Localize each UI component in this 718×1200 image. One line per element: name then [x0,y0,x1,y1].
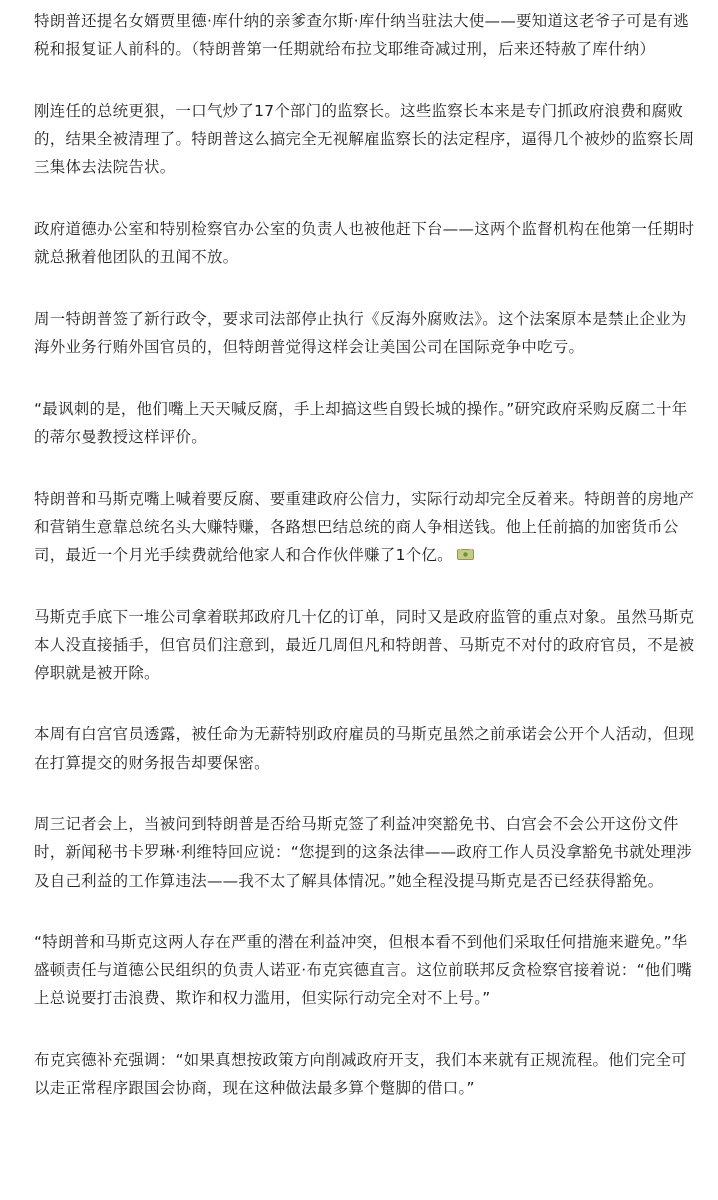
paragraph-6 [34,485,702,569]
paragraph-10: “特朗普和马斯克这两人存在严重的潜在利益冲突，但根本看不到他们采取任何措施来避免。”华盛顿责任与道德公民组织的负责人诺亚·布克宾德直言。这位前联邦反贪检察官接着说：“他们嘴上总说要打击浪费、欺诈和权力滥用，但实际行动完全对不上号。” [34,933,693,1008]
paragraph-8: 本周有白宫官员透露，被任命为无薪特别政府雇员的马斯克虽然之前承诺会公开个人活动，但现在打算提交的财务报告却要保密。 [34,725,695,772]
paragraph-6-text: 特朗普和马斯克嘴上喊着要反腐、要重建政府公信力，实际行动却完全反着来。特朗普的房地产和营销生意靠总统名头大赚特赚，各路想巴结总统的商人争相送钱。他上任前搞的加密货币公司，最近一个月光手续费就给他家人和合作伙伴赚了1个亿。 [34,489,695,564]
money-with-wings-icon [457,548,474,561]
paragraph-11: 布克宾德补充强调：“如果真想按政策方向削减政府开支，我们本来就有正规流程。他们完全可以走正常程序跟国会协商，现在这种做法最多算个蹩脚的借口。” [34,1051,687,1098]
paragraph-9: 周三记者会上，当被问到特朗普是否给马斯克签了利益冲突豁免书、白宫会不会公开这份文件时，新闻秘书卡罗琳·利维特回应说：“您提到的这条法律——政府工作人员没拿豁免书就处理涉及自己利益的工作算违法——我不太了解具体情况。”她全程没提马斯克是否已经获得豁免。 [34,815,693,890]
paragraph-5: “最讽刺的是，他们嘴上天天喊反腐，手上却搞这些自毁长城的操作。”研究政府采购反腐二十年的蒂尔曼教授这样评价。 [34,399,688,446]
paragraph-4: 周一特朗普签了新行政令，要求司法部停止执行《反海外腐败法》。这个法案原本是禁止企业为海外业务行贿外国官员的，但特朗普觉得这样会让美国公司在国际竞争中吃亏。 [34,309,687,356]
paragraph-2: 刚连任的总统更狠，一口气炒了17个部门的监察长。这些监察长本来是专门抓政府浪费和腐败的，结果全被清理了。特朗普这么搞完全无视解雇监察长的法定程序，逼得几个被炒的监察长周三集体去法院告状。 [34,102,695,177]
paragraph-7: 马斯克手底下一堆公司拿着联邦政府几十亿的订单，同时又是政府监管的重点对象。虽然马斯克本人没直接插手，但官员们注意到，最近几周但凡和特朗普、马斯克不对付的政府官员，不是被停职就是被开除。 [34,607,695,682]
paragraph-1: 特朗普还提名女婿贾里德·库什纳的亲爹查尔斯·库什纳当驻法大使——要知道这老爷子可是有逃税和报复证人前科的。（特朗普第一任期就给布拉戈耶维奇减过刑，后来还特赦了库什纳） [34,12,690,59]
paragraph-3: 政府道德办公室和特别检察官办公室的负责人也被他赶下台——这两个监督机构在他第一任期时就总揪着他团队的丑闻不放。 [34,219,695,267]
